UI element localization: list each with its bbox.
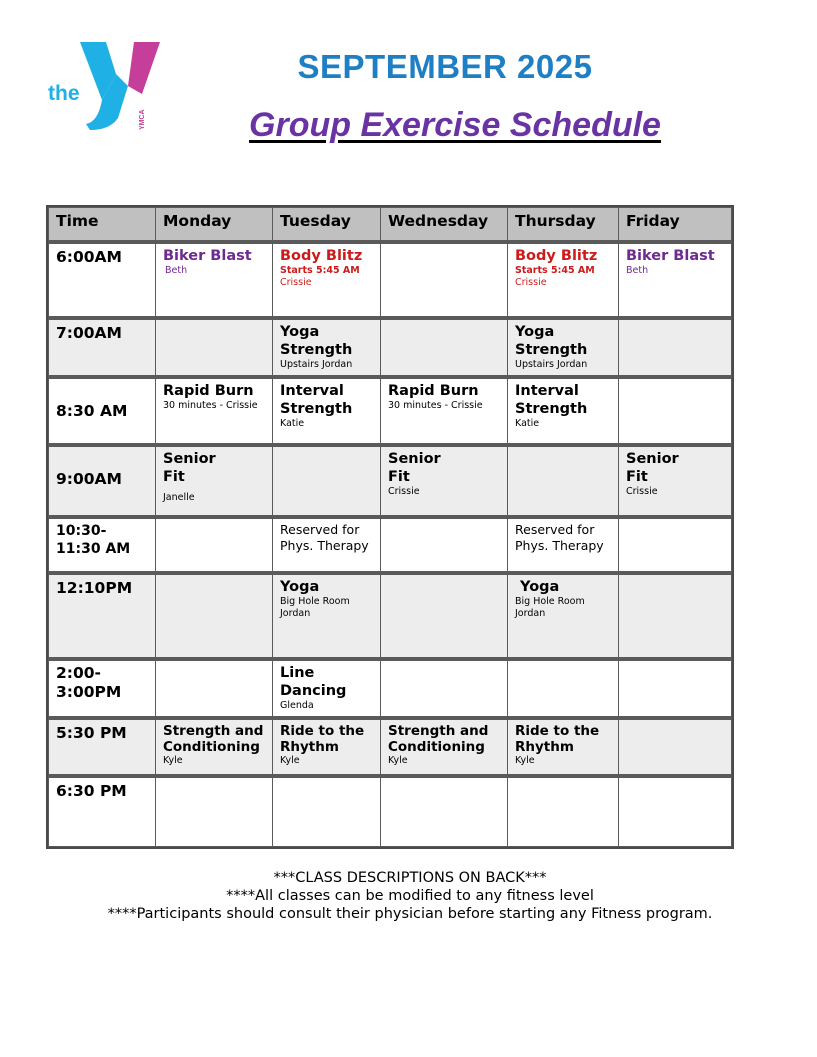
footer-note-modified: ****All classes can be modified to any fitness level <box>226 888 594 904</box>
empty-cell <box>508 778 618 846</box>
class-cell: Yoga Strength Upstairs Jordan <box>273 320 380 375</box>
empty-cell <box>619 379 731 443</box>
empty-cell <box>381 661 507 716</box>
reserved-cell: Reserved for Phys. Therapy <box>273 519 380 571</box>
empty-cell <box>273 447 380 515</box>
class-cell: Ride to the Rhythm Kyle <box>273 720 380 774</box>
empty-cell <box>381 244 507 316</box>
footer-note-physician: ****Participants should consult their physician before starting any Fitness program. <box>107 906 713 922</box>
svg-text:YMCA: YMCA <box>139 109 146 130</box>
class-cell: Body Blitz Starts 5:45 AM Crissie <box>508 244 618 316</box>
class-cell: Interval Strength Katie <box>273 379 380 443</box>
class-cell: Biker Blast Beth <box>156 244 272 316</box>
time-cell: 12:10PM <box>49 575 155 657</box>
empty-cell <box>381 575 507 657</box>
empty-cell <box>381 519 507 571</box>
empty-cell <box>156 778 272 846</box>
class-cell: Rapid Burn 30 minutes - Crissie <box>156 379 272 443</box>
empty-cell <box>619 519 731 571</box>
header-friday: Friday <box>619 208 731 240</box>
time-cell: 6:00AM <box>49 244 155 316</box>
time-cell: 10:30- 11:30 AM <box>49 519 155 571</box>
class-cell: Senior Fit Janelle <box>156 447 272 515</box>
ymca-logo <box>46 38 170 134</box>
schedule-table <box>46 205 734 849</box>
empty-cell <box>619 320 731 375</box>
schedule-title: Group Exercise Schedule <box>249 106 661 144</box>
footer-note-descriptions: ***CLASS DESCRIPTIONS ON BACK*** <box>273 870 547 886</box>
class-cell: Biker Blast Beth <box>619 244 731 316</box>
class-cell: Strength and Conditioning Kyle <box>381 720 507 774</box>
empty-cell <box>156 661 272 716</box>
empty-cell <box>508 661 618 716</box>
class-cell: Yoga Big Hole Room Jordan <box>508 575 618 657</box>
empty-cell <box>156 320 272 375</box>
empty-cell <box>273 778 380 846</box>
month-title: SEPTEMBER 2025 <box>297 48 593 85</box>
time-cell: 7:00AM <box>49 320 155 375</box>
header-monday: Monday <box>156 208 272 240</box>
time-cell: 9:00AM <box>49 447 155 515</box>
class-cell: Senior Fit Crissie <box>381 447 507 515</box>
time-cell: 5:30 PM <box>49 720 155 774</box>
header-time: Time <box>49 208 155 240</box>
class-cell: Interval Strength Katie <box>508 379 618 443</box>
header-wednesday: Wednesday <box>381 208 507 240</box>
empty-cell <box>619 720 731 774</box>
class-cell: Strength and Conditioning Kyle <box>156 720 272 774</box>
header-tuesday: Tuesday <box>273 208 380 240</box>
class-cell: Yoga Strength Upstairs Jordan <box>508 320 618 375</box>
class-cell: Body Blitz Starts 5:45 AM Crissie <box>273 244 380 316</box>
time-cell: 6:30 PM <box>49 778 155 846</box>
empty-cell <box>381 320 507 375</box>
class-cell: Line Dancing Glenda <box>273 661 380 716</box>
class-cell: Ride to the Rhythm Kyle <box>508 720 618 774</box>
empty-cell <box>381 778 507 846</box>
empty-cell <box>619 575 731 657</box>
class-cell: Yoga Big Hole Room Jordan <box>273 575 380 657</box>
empty-cell <box>619 778 731 846</box>
time-cell: 8:30 AM <box>49 379 155 443</box>
empty-cell <box>508 447 618 515</box>
reserved-cell: Reserved for Phys. Therapy <box>508 519 618 571</box>
empty-cell <box>156 519 272 571</box>
time-cell: 2:00- 3:00PM <box>49 661 155 716</box>
header-thursday: Thursday <box>508 208 618 240</box>
class-cell: Senior Fit Crissie <box>619 447 731 515</box>
class-cell: Rapid Burn 30 minutes - Crissie <box>381 379 507 443</box>
empty-cell <box>156 575 272 657</box>
svg-text:the: the <box>48 82 80 105</box>
empty-cell <box>619 661 731 716</box>
